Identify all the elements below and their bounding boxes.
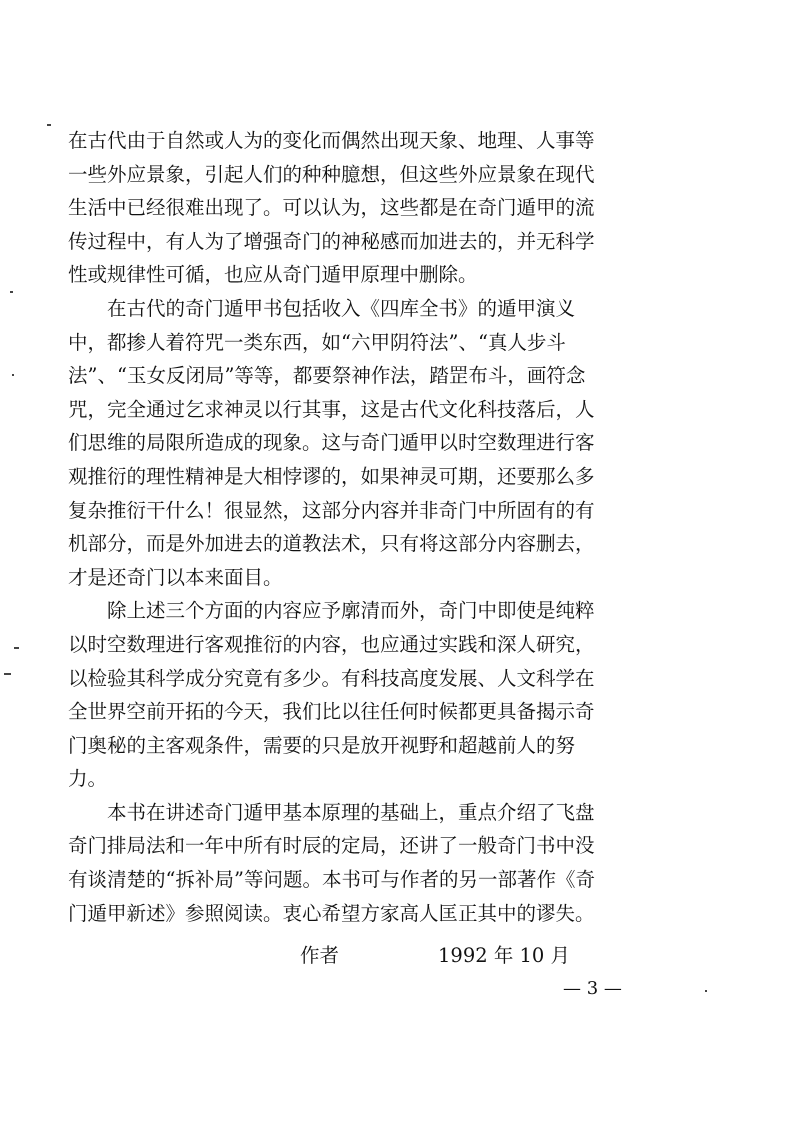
- text-line: 力。: [68, 767, 108, 791]
- text-line: 有谈清楚的“拆补局”等问题。本书可与作者的另一部著作《奇: [68, 868, 595, 892]
- page-number: — 3 —: [563, 978, 622, 999]
- text-line: 全世界空前开拓的今天，我们比以往任何时候都更具备揭示奇: [68, 700, 595, 724]
- text-line: 以时空数理进行客观推衍的内容，也应通过实践和深人研究，: [68, 632, 595, 656]
- text-line: 生活中已经很难出现了。可以认为，这些都是在奇门遁甲的流: [68, 196, 595, 220]
- text-line: 本书在讲述奇门遁甲基本原理的基础上，重点介绍了飞盘: [107, 800, 595, 824]
- text-line: 一些外应景象，引起人们的种种臆想，但这些外应景象在现代: [68, 162, 595, 186]
- text-line: 法”、“玉女反闭局”等等，都要祭神作法，踏罡布斗，画符念: [68, 364, 586, 388]
- text-line: 传过程中，有人为了增强奇门的神秘感而加进去的，并无科学: [68, 229, 595, 253]
- paragraph-4: [68, 796, 668, 930]
- text-line: 在古代由于自然或人为的变化而偶然出现天象、地理、人事等: [68, 129, 595, 152]
- signature-date: 1992 年 10 月: [438, 944, 571, 967]
- text-line: 复杂推衍干什么！很显然，这部分内容并非奇门中所固有的有: [68, 498, 595, 522]
- text-line: 以检验其科学成分究竟有多少。有科技高度发展、人文科学在: [68, 666, 595, 690]
- scan-speck: [4, 673, 11, 675]
- paragraph-2: [68, 292, 668, 594]
- text-line: 门奥秘的主客观条件，需要的只是放开视野和超越前人的努: [68, 733, 576, 757]
- text-line: 观推衍的理性精神是大相悖谬的，如果神灵可期，还要那么多: [68, 464, 595, 488]
- scan-speck: [705, 990, 707, 992]
- scan-speck: [10, 291, 13, 293]
- scan-speck: [47, 124, 51, 126]
- text-line: 机部分，而是外加进去的道教法术，只有将这部分内容删去，: [68, 532, 595, 556]
- text-line: 在古代的奇门遁甲书包括收入《四库全书》的遁甲演义: [107, 296, 576, 320]
- text-line: 门遁甲新述》参照阅读。衷心希望方家高人匡正其中的谬失。: [68, 901, 595, 925]
- paragraph-1: [68, 124, 668, 292]
- text-line: 才是还奇门以本来面目。: [68, 565, 283, 589]
- text-line: 奇门排局法和一年中所有时辰的定局，还讲了一般奇门书中没: [68, 834, 595, 858]
- text-line: 除上述三个方面的内容应予廓清而外，奇门中即使是纯粹: [107, 599, 595, 623]
- document-body: [68, 124, 668, 930]
- text-line: 中，都掺人着符咒一类东西，如“六甲阴符法”、“真人步斗: [68, 330, 566, 354]
- scan-speck: [14, 647, 19, 649]
- text-line: 性或规律性可循，也应从奇门遁甲原理中删除。: [68, 263, 478, 287]
- scan-speck: [12, 374, 14, 376]
- text-line: 们思维的局限所造成的现象。这与奇门遁甲以时空数理进行客: [68, 431, 595, 455]
- text-line: 咒，完全通过乞求神灵以行其事，这是古代文化科技落后，人: [68, 397, 595, 421]
- signature-line: [300, 942, 570, 970]
- author-label: 作者: [300, 944, 340, 967]
- paragraph-3: [68, 594, 668, 796]
